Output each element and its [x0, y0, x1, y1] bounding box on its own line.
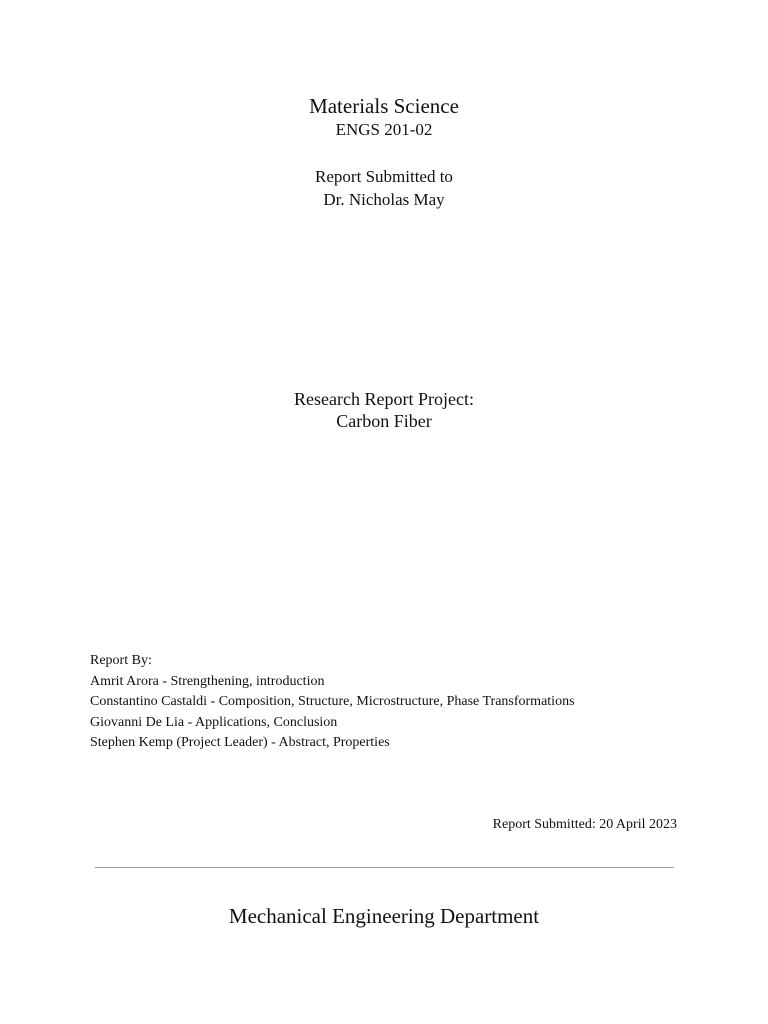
course-code: ENGS 201-02 — [335, 120, 433, 139]
authors-heading: Report By: — [90, 653, 152, 668]
footer-divider — [95, 867, 674, 868]
project-topic: Carbon Fiber — [336, 411, 432, 431]
author-line: Amrit Arora - Strengthening, introduction — [90, 673, 325, 689]
author-line: Stephen Kemp (Project Leader) - Abstract, Properties — [90, 735, 390, 750]
title-block — [0, 93, 768, 141]
submitted-to-label: Report Submitted to — [315, 167, 453, 186]
author-line: Giovanni De Lia - Applications, Conclusion — [90, 714, 338, 730]
project-title-block — [0, 388, 768, 432]
authors-block — [90, 651, 730, 754]
recipient-name: Dr. Nicholas May — [323, 190, 445, 209]
course-title: Materials Science — [309, 94, 459, 118]
department-name: Mechanical Engineering Department — [228, 904, 540, 928]
project-label: Research Report Project: — [294, 389, 474, 409]
author-line: Constantino Castaldi - Composition, Structure, Microstructure, Phase Transformations — [90, 694, 575, 709]
submitted-to-block — [0, 165, 768, 211]
submission-date: Report Submitted: 20 April 2023 — [492, 817, 677, 832]
